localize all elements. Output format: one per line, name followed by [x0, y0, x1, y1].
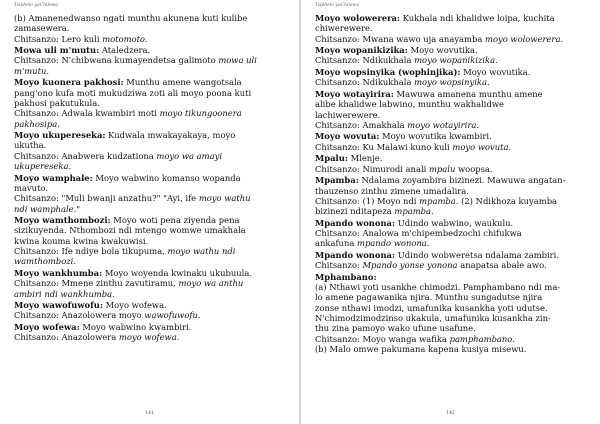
entry-text: ankafuna: [315, 238, 357, 249]
entry-text: Chitsanzo: Moyo wanga wafika: [315, 333, 450, 344]
example-phrase: pakhosipa.: [14, 118, 60, 129]
example-phrase: moyo tikungoonera: [159, 108, 242, 119]
running-header: Tsiphelo yaChilewa: [315, 3, 360, 8]
example-phrase: moyo wotayirira.: [407, 119, 479, 130]
entry-line: [14, 23, 290, 33]
entry-line: [14, 151, 290, 161]
entry-line: [14, 289, 290, 299]
entry-line: [14, 34, 290, 44]
entry-text: chiwerewere.: [315, 23, 373, 34]
entry-line: [315, 13, 591, 23]
entry-line: [14, 256, 290, 266]
entry-line: [14, 55, 290, 65]
entry-line: [14, 236, 290, 246]
example-phrase: moyo wathu ndi: [167, 246, 236, 257]
entry-line: [315, 228, 591, 238]
dictionary-entry: [14, 322, 290, 343]
entry-line: [14, 98, 290, 108]
entry-text: Moyo wabwino komanso wopanda: [92, 172, 241, 183]
entry-line: [315, 334, 591, 344]
entry-text: (b) Amanenedwanso ngati munthu akunena kuti kulibe: [14, 13, 248, 23]
entry-text: Chitsanzo: Adwala kwambiri moti: [14, 108, 160, 119]
example-phrase: mpalu: [428, 163, 456, 174]
example-phrase: moyo wovuta.: [452, 141, 512, 152]
dictionary-entry: [14, 215, 290, 266]
entry-text: Chitsanzo: Nimurodi anali: [315, 163, 429, 174]
entry-line: [315, 206, 591, 216]
example-phrase: mpamba.: [419, 195, 459, 206]
entry-text: Chitsanzo: Anazolowera: [14, 332, 119, 343]
example-phrase: mpamba.: [394, 206, 434, 217]
entry-line: [315, 89, 591, 99]
entry-text: zonse nthawi imodzi, umafunika kusankha yoti udutse.: [315, 302, 548, 313]
entry-text: kwina kouma kwina kwakuwisi.: [14, 235, 149, 246]
entry-text: Moyo wabwino kwambiri.: [79, 321, 192, 332]
entry-text: bizinezi nditapeza: [315, 206, 395, 217]
entry-line: [315, 196, 591, 206]
dictionary-entry: [14, 173, 290, 214]
entry-line: [315, 292, 591, 302]
dictionary-entry: [315, 218, 591, 249]
entry-text: Chitsanzo: Ku Malawi kuno kuli: [315, 141, 453, 152]
headword: Moyo wawofuwofu:: [14, 300, 103, 311]
headword: Mphambano:: [315, 271, 377, 282]
dictionary-entry: [14, 45, 290, 76]
entry-line: [14, 173, 290, 183]
entry-line: [14, 140, 290, 150]
entry-text: ukutha.: [14, 140, 47, 151]
entry-line: [315, 313, 591, 323]
headword: Mpamba:: [315, 175, 359, 186]
headword: Moyo wovuta:: [315, 131, 380, 142]
right-page: [301, 0, 600, 424]
entry-text: Chitsanzo: Ndikukhala: [315, 55, 415, 66]
entry-line: [14, 215, 290, 225]
entry-line: [315, 303, 591, 313]
page-number: 142: [446, 411, 455, 416]
entry-line: [315, 45, 591, 55]
example-phrase: Mpando yonse yonona: [362, 260, 458, 271]
dictionary-entry: [315, 131, 591, 152]
headword: Moyo wamphale:: [14, 172, 93, 183]
entry-text: pang'ono kufa moti mukudziwa zoti ali moyo poona kuti: [14, 87, 252, 98]
left-page: [0, 0, 299, 424]
example-phrase: ukupereseka.: [14, 161, 72, 172]
entry-line: [315, 110, 591, 120]
entry-text: thauzenso zinthu zimene umadalira.: [315, 185, 469, 196]
entry-line: [14, 322, 290, 332]
entry-text: Chitsanzo: Mwana wawo uja anayamba: [315, 33, 485, 44]
example-phrase: moyo wa anthu: [178, 278, 244, 289]
entry-text: Moyo wofewa.: [102, 300, 167, 311]
entry-text: N'chimodzimodzinso ukakula, umafunika kusankha zin-: [315, 312, 551, 323]
example-phrase: mpando wonona.: [357, 238, 430, 249]
example-phrase: pamphambano.: [449, 333, 515, 344]
entry-line: [315, 238, 591, 248]
entry-line: [315, 77, 591, 87]
entry-text: Chitsanzo:: [315, 260, 363, 271]
entry-line: [14, 278, 290, 288]
entry-line: [315, 67, 591, 77]
entry-text: Chitsanzo: Mmene zinthu zavutiramu,: [14, 278, 179, 289]
entry-line: [14, 183, 290, 193]
entry-text: anapatsa abale awo.: [457, 260, 547, 271]
dictionary-entry: [14, 268, 290, 299]
entry-text: Mawuwa amanena munthu amene: [393, 88, 543, 99]
example-phrase: moyo wopanikizika.: [414, 55, 498, 66]
example-phrase: m'mutu.: [14, 65, 50, 76]
dictionary-entry: [315, 175, 591, 216]
entry-text: (b) Malo omwe pakumana kapena kusiya misewu.: [315, 343, 527, 354]
entry-text: Chitsanzo: Anabwera kudzationa: [14, 150, 157, 161]
entry-text: Moyo wovutika.: [460, 67, 531, 78]
entry-line: [14, 77, 290, 87]
entry-text: Kudwala mwakayakaya, moyo: [105, 130, 236, 141]
entry-text: Moyo wovutika.: [407, 45, 478, 56]
headword: Moyo wofewa:: [14, 321, 80, 332]
dictionary-entry: [315, 67, 591, 88]
entry-line: [14, 66, 290, 76]
dictionary-entry: [14, 130, 290, 171]
entry-text: thu zina pamoyo wako ufune usafune.: [315, 323, 476, 334]
entry-line: [14, 161, 290, 171]
entry-line: [315, 23, 591, 33]
entry-line: [315, 344, 591, 354]
entry-text: Moyo woyenda kwinaku ukubuula.: [102, 267, 252, 278]
example-phrase: mowa uli: [218, 55, 257, 66]
entry-line: [14, 310, 290, 320]
entry-line: [14, 204, 290, 214]
entry-line: [14, 13, 290, 23]
entry-text: Chitsanzo: Anazolowera moyo: [14, 310, 145, 321]
headword: Moyo kuonera pakhosi:: [14, 77, 124, 88]
example-phrase: motomoto.: [102, 33, 148, 44]
headword: Moyo wolowerera:: [315, 13, 400, 23]
entry-line: [315, 282, 591, 292]
dictionary-entry: [14, 13, 290, 44]
entry-text: alibe khalidwe labwino, munthu wakhalidwe: [315, 99, 504, 110]
entry-text: Chitsanzo: Analowa m'chipembedzochi chifukwa: [315, 228, 522, 239]
entry-text: Chitsanzo: Ndikukhala: [315, 77, 415, 88]
entry-text: Chitsanzo: (1) Moyo ndi: [315, 195, 420, 206]
example-phrase: ambiri ndi wankhumba.: [14, 288, 115, 299]
entry-text: Chitsanzo: N'chibwana kumayendetsa galimoto: [14, 55, 219, 66]
entry-line: [14, 88, 290, 98]
entry-line: [315, 218, 591, 228]
example-phrase: moyo wathu: [198, 193, 251, 204]
dictionary-entry: [315, 13, 591, 44]
entry-line: [315, 34, 591, 44]
headword: Mpando wonona:: [315, 217, 396, 228]
entry-line: [14, 225, 290, 235]
entry-line: [315, 120, 591, 130]
dictionary-entry: [315, 153, 591, 174]
entry-line: [14, 332, 290, 342]
dictionary-entry: [315, 250, 591, 271]
entry-text: Udindo wabwino, waukulu.: [395, 217, 514, 228]
dictionary-entry: [315, 45, 591, 66]
headword: Moyo wamthombozi:: [14, 215, 111, 226]
example-phrase: moyo wa amayi: [156, 150, 223, 161]
entry-line: [315, 55, 591, 65]
entry-text: Udindo wobweretsa ndalama zambiri.: [395, 249, 560, 260]
headword: Moyo wotayirira:: [315, 88, 394, 99]
entry-line: [315, 323, 591, 333]
entry-text: Ataledzera.: [99, 45, 151, 56]
entry-line: [315, 272, 591, 282]
entry-text: Kukhala ndi khalidwe loipa, kuchita: [400, 13, 555, 23]
entry-line: [14, 108, 290, 118]
headword: Moyo wankhumba:: [14, 267, 103, 278]
entry-text: Mlenje.: [347, 153, 383, 164]
entry-text: woopsa.: [455, 163, 493, 174]
entry-text: Munthu amene wangotsala: [123, 77, 242, 88]
dictionary-entry: [14, 300, 290, 321]
entry-line: [315, 153, 591, 163]
entry-line: [14, 130, 290, 140]
entry-text: (2) Ndikhoza kuyamba: [458, 195, 558, 206]
example-phrase: wawofuwofu.: [144, 310, 201, 321]
entry-line: [14, 300, 290, 310]
entry-line: [315, 260, 591, 270]
entry-text: lo amene pagawanika njira. Munthu sungadutse njira: [315, 292, 543, 303]
entry-text: Moyo wovutika kwambiri.: [379, 131, 492, 142]
headword: Moyo wopanikizika:: [315, 45, 408, 56]
example-phrase: moyo wopsinyika.: [414, 77, 490, 88]
entry-text: (a) Nthawi yoti usankhe chimodzi. Pamphambano ndi ma-: [315, 282, 561, 293]
entry-text: pakhosi pakutukula.: [14, 97, 100, 108]
entry-text: Ndalama zoyambira bizinezi. Mawuwa angatan-: [358, 175, 566, 186]
headword: Mpando wonona:: [315, 249, 396, 260]
entry-line: [315, 186, 591, 196]
entry-line: [315, 175, 591, 185]
entry-text: mavuto.: [14, 182, 48, 193]
entry-text: Chitsanzo: Ife ndiye bola tikupuma,: [14, 246, 168, 257]
dictionary-entry: [315, 272, 591, 354]
example-phrase: moyo wolowerera.: [485, 33, 564, 44]
entry-text: Chitsanzo: Amakhala: [315, 119, 408, 130]
headword: Moyo wopsinyika (wophinjika):: [315, 67, 461, 78]
entry-text: sizikuyenda. Nthombozi ndi mtengo womwe umakhala: [14, 225, 246, 236]
dictionary-entry: [315, 89, 591, 130]
right-page-body: [315, 13, 591, 355]
entry-line: [14, 268, 290, 278]
entry-line: [315, 250, 591, 260]
entry-line: [315, 131, 591, 141]
example-phrase: ndi wamphale.": [14, 203, 81, 214]
entry-line: [14, 193, 290, 203]
example-phrase: wamthombozi.: [14, 256, 77, 267]
entry-line: [315, 164, 591, 174]
dictionary-entry: [14, 77, 290, 128]
left-page-body: [14, 13, 290, 344]
example-phrase: moyo wofewa.: [118, 332, 180, 343]
entry-text: lachiwerewere.: [315, 109, 381, 120]
entry-line: [315, 99, 591, 109]
entry-line: [14, 119, 290, 129]
entry-text: Chitsanzo: Lero kuli: [14, 33, 103, 44]
entry-text: Moyo woti pena ziyenda pena: [110, 215, 240, 226]
entry-line: [14, 246, 290, 256]
headword: Mowa uli m'mutu:: [14, 45, 100, 56]
page-number: 141: [145, 411, 154, 416]
headword: Moyo ukupereseka:: [14, 130, 106, 141]
headword: Mpalu:: [315, 153, 348, 164]
entry-line: [315, 142, 591, 152]
running-header: Tsiphelo yaChilewa: [14, 3, 59, 8]
entry-line: [14, 45, 290, 55]
entry-text: Chitsanzo: "Muli bwanji anzathu?" "Ayi, ife: [14, 193, 199, 204]
entry-text: zamasewera.: [14, 23, 70, 34]
